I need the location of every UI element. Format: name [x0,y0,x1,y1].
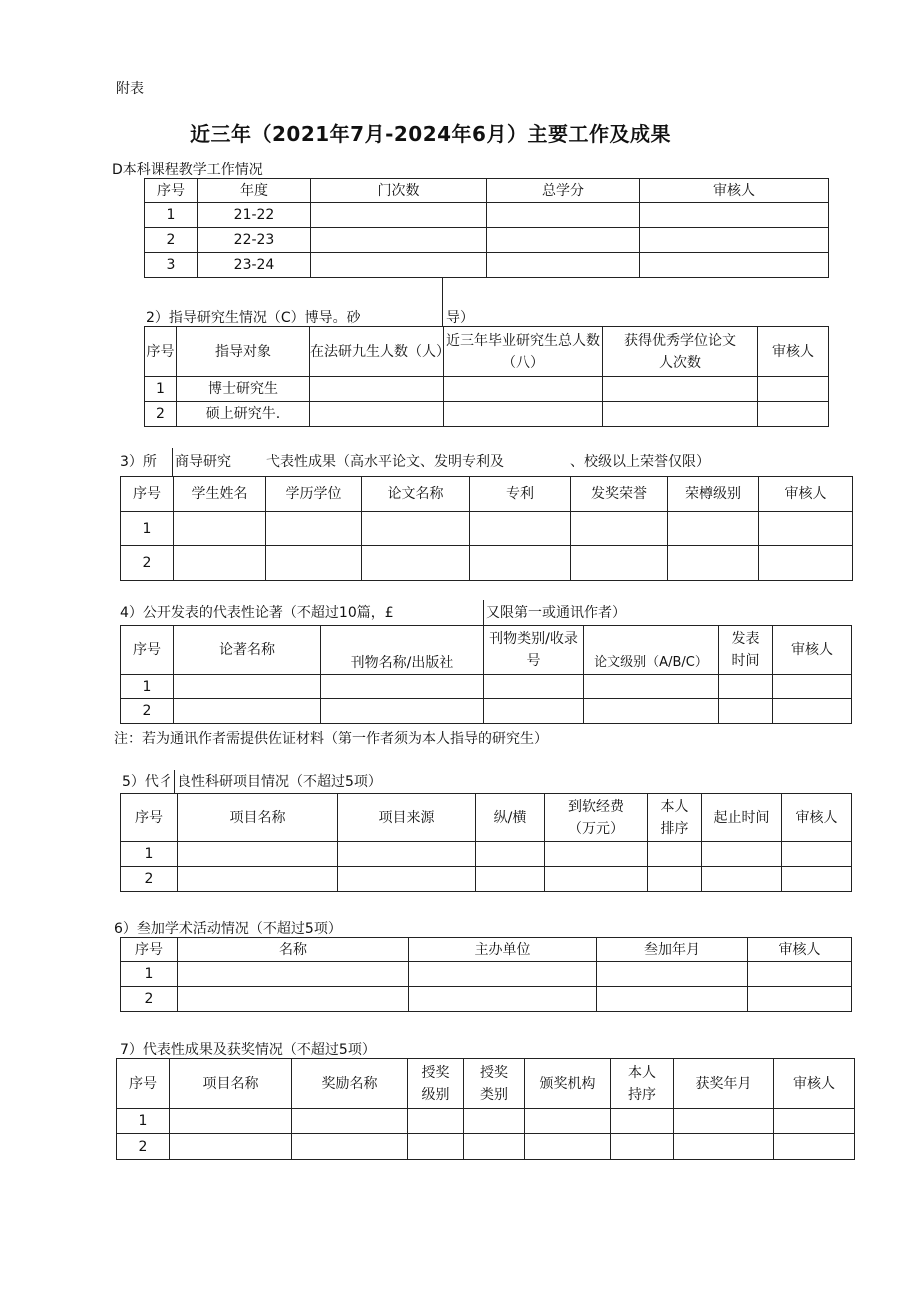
course-teaching-table [144,178,829,278]
table-row [121,546,853,581]
cell[interactable] [178,962,409,987]
table-row [117,1134,855,1160]
header-cell: 颁奖机构 [525,1059,611,1109]
divider [174,770,175,794]
cell: 2 [121,867,178,892]
header-cell: 纵/横 [476,794,545,842]
cell[interactable] [362,546,470,581]
header-cell: 名称 [178,938,409,962]
appendix-label: 附表 [116,81,144,97]
header-cell: 审核人 [774,1059,855,1109]
cell[interactable] [338,842,476,867]
table-header-row [145,327,829,377]
research-projects-table [120,793,852,892]
cell[interactable] [603,377,758,402]
header-cell: 门次数 [311,179,487,203]
cell[interactable] [584,675,719,699]
section-4-title-tail: 又限第一或通讯作者） [486,605,626,621]
header-cell: 学历学位 [266,477,362,512]
section-7-title: 7）代表性成果及获奖情况（不超过5项） [120,1042,376,1058]
cell[interactable] [409,987,597,1012]
cell: 2 [121,699,174,724]
cell[interactable] [321,699,484,724]
section-5-title: 5）代彳 [122,774,173,790]
header-cell: 序号 [145,327,177,377]
table-row [121,867,852,892]
cell[interactable] [648,867,702,892]
cell[interactable] [464,1109,525,1134]
cell: 2 [117,1134,170,1160]
cell[interactable] [444,402,603,427]
table-row [145,402,829,427]
cell[interactable] [178,842,338,867]
cell[interactable] [170,1109,292,1134]
cell[interactable] [719,699,773,724]
divider [483,600,484,626]
cell[interactable] [759,546,853,581]
cell[interactable] [668,546,759,581]
cell: 1 [121,842,178,867]
cell[interactable] [702,867,782,892]
graduate-supervision-table [144,326,829,427]
awards-table [116,1058,855,1160]
cell[interactable] [487,253,640,278]
header-cell: 授奖类别 [464,1059,525,1109]
section-1-title: D本科课程教学工作情况 [112,162,263,178]
table-row [121,962,852,987]
table-row [121,987,852,1012]
section-4-title: 4）公开发表的代表性论著（不超过10篇，£ [120,605,394,621]
table-row [121,842,852,867]
header-cell: 审核人 [640,179,829,203]
header-cell: 发表时间 [719,626,773,675]
header-cell: 论文级别（A/B/C） [584,626,719,675]
cell[interactable] [484,675,584,699]
cell[interactable] [311,253,487,278]
cell[interactable] [545,867,648,892]
cell[interactable] [584,699,719,724]
table-row [121,699,852,724]
section-5-title-part: 良性科研项目情况（不超过5项） [177,774,382,790]
header-cell: 论文名称 [362,477,470,512]
header-cell: 审核人 [782,794,852,842]
header-cell: 刊物名称/出版社 [321,626,484,675]
cell: 1 [117,1109,170,1134]
section-3-title-part: 、校级以上荣誉仅限） [570,454,710,470]
cell[interactable] [266,512,362,546]
cell[interactable] [487,228,640,253]
cell: 2 [145,228,198,253]
academic-activities-table [120,937,852,1012]
cell[interactable] [759,512,853,546]
cell[interactable] [174,675,321,699]
table-row [121,675,852,699]
table-header-row [121,626,852,675]
table-row [117,1109,855,1134]
cell[interactable] [611,1134,674,1160]
cell[interactable] [748,987,852,1012]
cell[interactable] [758,377,829,402]
header-cell: 荣樽级别 [668,477,759,512]
cell[interactable] [597,962,748,987]
cell[interactable] [597,987,748,1012]
cell[interactable] [464,1134,525,1160]
header-cell: 年度 [198,179,311,203]
cell[interactable] [611,1109,674,1134]
table-header-row [145,179,829,203]
header-cell: 项目名称 [170,1059,292,1109]
cell[interactable] [748,962,852,987]
cell[interactable] [668,512,759,546]
student-achievements-table [120,476,853,581]
cell: 博士研究生 [177,377,310,402]
header-cell: 专利 [470,477,571,512]
header-cell: 审核人 [748,938,852,962]
header-cell: 授奖级别 [408,1059,464,1109]
header-cell: 主办单位 [409,938,597,962]
cell[interactable] [674,1109,774,1134]
table-header-row [121,938,852,962]
cell: 硕上研究牛. [177,402,310,427]
section-2-title: 2）指导研究生情况（C）博导。砂 [146,310,361,326]
header-cell: 本人排序 [648,794,702,842]
cell[interactable] [758,402,829,427]
cell[interactable] [178,987,409,1012]
page-title: 近三年（2021年7月-2024年6月）主要工作及成果 [190,122,671,146]
cell[interactable] [321,675,484,699]
section-3-title-part: 弋表性成果（高水平论文、发明专利及 [266,454,504,470]
header-cell: 在法研九生人数（人） [310,327,444,377]
header-cell: 获得优秀学位论文人次数 [603,327,758,377]
header-cell: 指导对象 [177,327,310,377]
cell[interactable] [338,867,476,892]
header-cell: 到软经费（万元） [545,794,648,842]
cell: 1 [145,377,177,402]
header-cell: 审核人 [759,477,853,512]
cell: 1 [121,962,178,987]
cell[interactable] [782,842,852,867]
cell[interactable] [702,842,782,867]
table-row [145,228,829,253]
cell[interactable] [178,867,338,892]
cell[interactable] [487,203,640,228]
header-cell: 审核人 [758,327,829,377]
divider [172,448,173,476]
publications-table [120,625,852,724]
cell[interactable] [174,512,266,546]
cell[interactable] [470,512,571,546]
cell[interactable] [571,546,668,581]
header-cell: 序号 [121,626,174,675]
cell[interactable] [774,1134,855,1160]
header-cell: 学生姓名 [174,477,266,512]
cell[interactable] [640,253,829,278]
cell[interactable] [719,675,773,699]
cell[interactable] [774,1109,855,1134]
header-cell: 总学分 [487,179,640,203]
header-cell: 起止时间 [702,794,782,842]
divider [442,278,443,326]
header-cell: 序号 [121,794,178,842]
cell[interactable] [444,377,603,402]
table-row [121,512,853,546]
cell[interactable] [640,228,829,253]
cell[interactable] [782,867,852,892]
table-row [145,253,829,278]
header-cell: 近三年毕业研究生总人数（八） [444,327,603,377]
header-cell: 奖励名称 [292,1059,408,1109]
cell[interactable] [476,842,545,867]
cell[interactable] [773,699,852,724]
table-row [145,203,829,228]
cell[interactable] [174,699,321,724]
header-cell: 论著名称 [174,626,321,675]
table-row [145,377,829,402]
cell[interactable] [408,1109,464,1134]
cell: 2 [121,987,178,1012]
cell[interactable] [311,203,487,228]
table-header-row [117,1059,855,1109]
header-cell: 序号 [145,179,198,203]
cell[interactable] [773,675,852,699]
cell[interactable] [484,699,584,724]
cell[interactable] [476,867,545,892]
cell[interactable] [310,377,444,402]
cell[interactable] [174,546,266,581]
table-header-row [121,477,853,512]
header-cell: 项目来源 [338,794,476,842]
cell[interactable] [470,546,571,581]
section-3-title: 3）所 [120,454,157,470]
cell[interactable] [640,203,829,228]
cell: 21-22 [198,203,311,228]
section-2-title-tail: 导） [446,310,474,326]
cell[interactable] [310,402,444,427]
header-cell: 项目名称 [178,794,338,842]
header-cell: 发奖荣誉 [571,477,668,512]
header-cell: 审核人 [773,626,852,675]
cell[interactable] [170,1134,292,1160]
cell[interactable] [525,1109,611,1134]
table-header-row [121,794,852,842]
header-cell: 序号 [121,477,174,512]
cell: 1 [145,203,198,228]
cell: 1 [121,675,174,699]
cell: 2 [145,402,177,427]
cell[interactable] [525,1134,611,1160]
header-cell: 本人持序 [611,1059,674,1109]
cell[interactable] [292,1134,408,1160]
header-cell: 叁加年月 [597,938,748,962]
header-cell: 刊物类别/收录号 [484,626,584,675]
cell[interactable] [545,842,648,867]
footnote: 注：若为通讯作者需提供佐证材料（第一作者须为本人指导的研究生） [114,731,548,747]
cell: 23-24 [198,253,311,278]
cell: 22-23 [198,228,311,253]
cell[interactable] [292,1109,408,1134]
header-cell: 序号 [117,1059,170,1109]
cell[interactable] [571,512,668,546]
cell[interactable] [648,842,702,867]
cell: 2 [121,546,174,581]
cell[interactable] [362,512,470,546]
header-cell: 序号 [121,938,178,962]
cell[interactable] [311,228,487,253]
cell[interactable] [266,546,362,581]
section-6-title: 6）叁加学术活动情况（不超过5项） [114,921,342,937]
cell[interactable] [603,402,758,427]
header-cell: 获奖年月 [674,1059,774,1109]
cell[interactable] [674,1134,774,1160]
cell: 3 [145,253,198,278]
section-3-title-part: 商导研究 [175,454,231,470]
cell: 1 [121,512,174,546]
cell[interactable] [408,1134,464,1160]
cell[interactable] [409,962,597,987]
